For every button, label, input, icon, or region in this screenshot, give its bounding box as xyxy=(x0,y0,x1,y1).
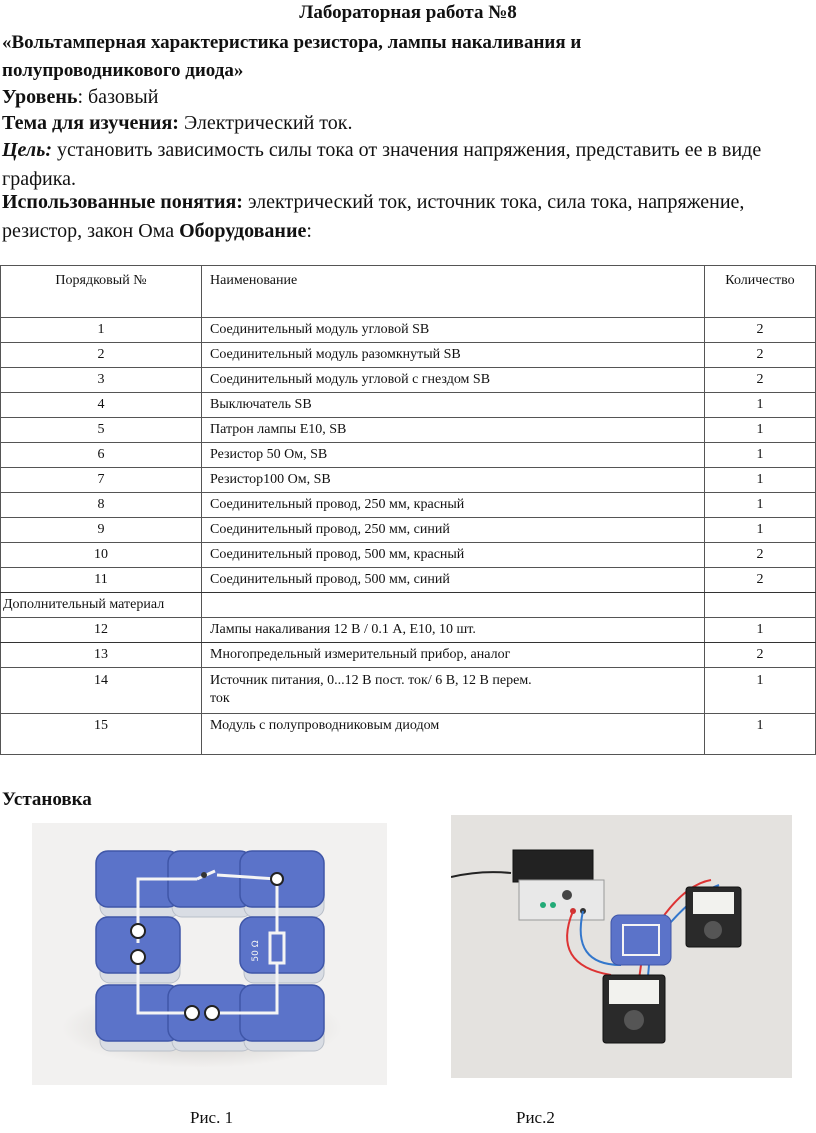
row-number: 6 xyxy=(1,443,202,468)
figure-1-caption: Рис. 1 xyxy=(190,1108,234,1127)
table-row xyxy=(1,343,816,368)
row-quantity: 1 xyxy=(705,468,816,493)
power-cable xyxy=(451,872,511,877)
row-number: 13 xyxy=(1,643,202,668)
subtitle-line-1: «Вольтамперная характеристика резистора, лампы накаливания и xyxy=(2,32,582,53)
concepts-label: Использованные понятия: xyxy=(2,191,243,213)
setup-heading: Установка xyxy=(2,789,92,810)
row-name-line-2: ток xyxy=(210,691,230,706)
row-number: 11 xyxy=(1,568,202,593)
table-row xyxy=(1,393,816,418)
equipment-label: Оборудование xyxy=(179,220,307,242)
row-number: 5 xyxy=(1,418,202,443)
row-number: 15 xyxy=(1,714,202,755)
switch-pivot xyxy=(201,872,207,878)
row-quantity: 1 xyxy=(705,443,816,468)
row-name: Выключатель SB xyxy=(202,393,705,418)
row-name-line-1: Источник питания, 0...12 В пост. ток/ 6 В, 12 В перем. xyxy=(210,673,532,688)
topic-line xyxy=(2,109,814,138)
equipment-colon: : xyxy=(306,220,312,242)
work-subtitle xyxy=(2,29,814,85)
row-number: 1 xyxy=(1,318,202,343)
row-quantity: 2 xyxy=(705,318,816,343)
row-name: Модуль с полупроводниковым диодом xyxy=(202,714,705,755)
row-name: Соединительный провод, 500 мм, синий xyxy=(202,568,705,593)
topic-label: Тема для изучения: xyxy=(2,112,179,134)
row-quantity: 1 xyxy=(705,418,816,443)
row-quantity: 1 xyxy=(705,493,816,518)
row-name: Резистор 50 Ом, SB xyxy=(202,443,705,468)
concepts-line xyxy=(2,188,814,246)
row-quantity: 1 xyxy=(705,668,816,714)
table-header-row xyxy=(1,266,816,318)
subtitle-line-2: полупроводникового диода» xyxy=(2,60,244,81)
row-number: 8 xyxy=(1,493,202,518)
row-number: 4 xyxy=(1,393,202,418)
row-quantity: 1 xyxy=(705,518,816,543)
section-label: Дополнительный материал xyxy=(1,593,202,618)
row-name: Резистор100 Ом, SB xyxy=(202,468,705,493)
row-name: Лампы накаливания 12 В / 0.1 А, E10, 10 шт. xyxy=(202,618,705,643)
resistor-symbol xyxy=(270,933,284,963)
row-name xyxy=(202,668,705,714)
row-number: 7 xyxy=(1,468,202,493)
mini-circuit-modules xyxy=(611,915,671,965)
table-row xyxy=(1,493,816,518)
goal-value: установить зависимость силы тока от значения напряжения, представить ее в виде графика. xyxy=(2,139,762,190)
header-name: Наименование xyxy=(202,266,705,318)
row-number: 12 xyxy=(1,618,202,643)
row-name: Многопредельный измерительный прибор, аналог xyxy=(202,643,705,668)
topic-value: Электрический ток. xyxy=(178,112,353,134)
row-quantity: 2 xyxy=(705,343,816,368)
row-name: Патрон лампы E10, SB xyxy=(202,418,705,443)
equipment-table xyxy=(0,265,816,755)
row-name: Соединительный провод, 250 мм, красный xyxy=(202,493,705,518)
row-name: Соединительный модуль угловой с гнездом SB xyxy=(202,368,705,393)
row-number: 9 xyxy=(1,518,202,543)
row-number: 2 xyxy=(1,343,202,368)
row-quantity: 2 xyxy=(705,643,816,668)
level-line xyxy=(2,83,814,112)
row-quantity: 2 xyxy=(705,368,816,393)
row-quantity: 1 xyxy=(705,393,816,418)
table-row xyxy=(1,318,816,343)
table-row xyxy=(1,618,816,643)
figure-1-circuit-modules xyxy=(32,823,387,1085)
figure-2-caption: Рис.2 xyxy=(516,1108,555,1127)
table-row xyxy=(1,468,816,493)
concepts-value: электрический ток, источник тока, сила тока, напряжение, резистор, закон Ома xyxy=(2,191,745,242)
level-label: Уровень xyxy=(2,86,78,108)
power-supply xyxy=(513,850,604,920)
row-quantity: 1 xyxy=(705,618,816,643)
row-number: 10 xyxy=(1,543,202,568)
table-row xyxy=(1,714,816,755)
table-row xyxy=(1,568,816,593)
row-quantity: 2 xyxy=(705,568,816,593)
setup-illustration xyxy=(451,815,792,1078)
table-row xyxy=(1,543,816,568)
section-row xyxy=(1,593,816,618)
goal-label: Цель: xyxy=(2,139,52,161)
table-row xyxy=(1,643,816,668)
row-name: Соединительный провод, 250 мм, синий xyxy=(202,518,705,543)
row-number: 3 xyxy=(1,368,202,393)
circuit-board-illustration xyxy=(32,823,387,1085)
table-row xyxy=(1,518,816,543)
row-number: 14 xyxy=(1,668,202,714)
table-row xyxy=(1,418,816,443)
header-quantity: Количество xyxy=(705,266,816,318)
multimeter-bottom xyxy=(603,975,665,1043)
row-quantity: 1 xyxy=(705,714,816,755)
resistor-label: 50 Ω xyxy=(251,940,261,962)
row-name: Соединительный модуль разомкнутый SB xyxy=(202,343,705,368)
row-quantity: 2 xyxy=(705,543,816,568)
row-name: Соединительный модуль угловой SB xyxy=(202,318,705,343)
page-title: Лабораторная работа №8 xyxy=(299,2,517,23)
header-number: Порядковый № xyxy=(1,266,202,318)
row-name: Соединительный провод, 500 мм, красный xyxy=(202,543,705,568)
figure-2-measurement-setup xyxy=(451,815,792,1078)
multimeter-right xyxy=(686,887,741,947)
table-row xyxy=(1,668,816,714)
level-value: : базовый xyxy=(77,86,159,108)
goal-line xyxy=(2,136,814,194)
table-row xyxy=(1,368,816,393)
table-row xyxy=(1,443,816,468)
